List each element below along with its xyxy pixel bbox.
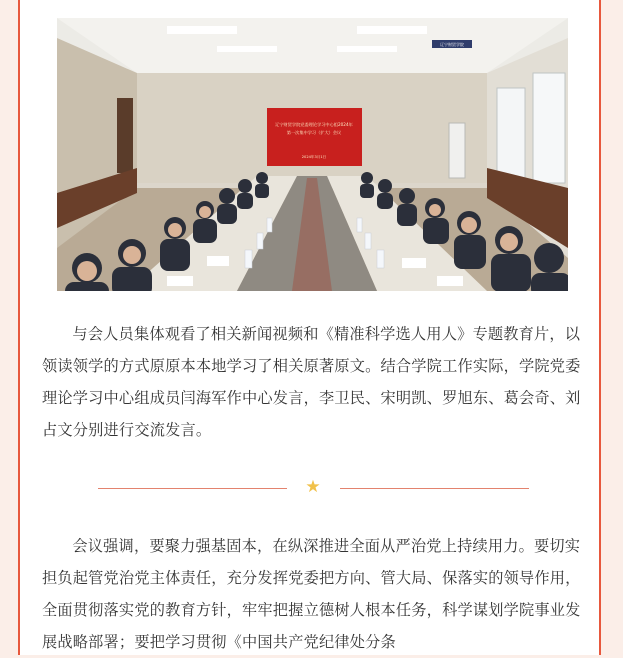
divider-line-right (340, 488, 529, 489)
meeting-photo (57, 18, 568, 291)
meeting-room-illustration (57, 18, 568, 291)
wall-banner-text: 辽宁财贸学院 (440, 42, 464, 47)
article-frame (18, 0, 601, 655)
star-icon: ★ (305, 477, 321, 497)
screen-title-line1: 辽宁财贸学院党委理论学习中心组2024年 (275, 122, 353, 127)
screen-date: 2024年3月1日 (301, 155, 327, 159)
divider-line-left (98, 488, 287, 489)
article-paragraph-2: 会议强调，要聚力强基固本，在纵深推进全面从严治党上持续用力。要切实担负起管党治党主体责任，充分发挥党委把方向、管大局、保落实的领导作用，全面贯彻落实党的教育方针，牢牢把握立德树人根本任务，科学谋划学院事业发展战略部署；要把学习贯彻《中国共产党纪律处分条 (42, 537, 581, 651)
screen-title-line2: 第一次集中学习（扩大）会议 (286, 130, 342, 135)
section-divider (20, 478, 603, 498)
article-paragraph-1: 与会人员集体观看了相关新闻视频和《精准科学选人用人》专题教育片，以领读领学的方式原原本本地学习了相关原著原文。结合学院工作实际，学院党委理论学习中心组成员闫海军作中心发言，李卫民、宋明凯、罗旭东、葛会奇、刘占文分别进行交流发言。 (42, 325, 581, 439)
